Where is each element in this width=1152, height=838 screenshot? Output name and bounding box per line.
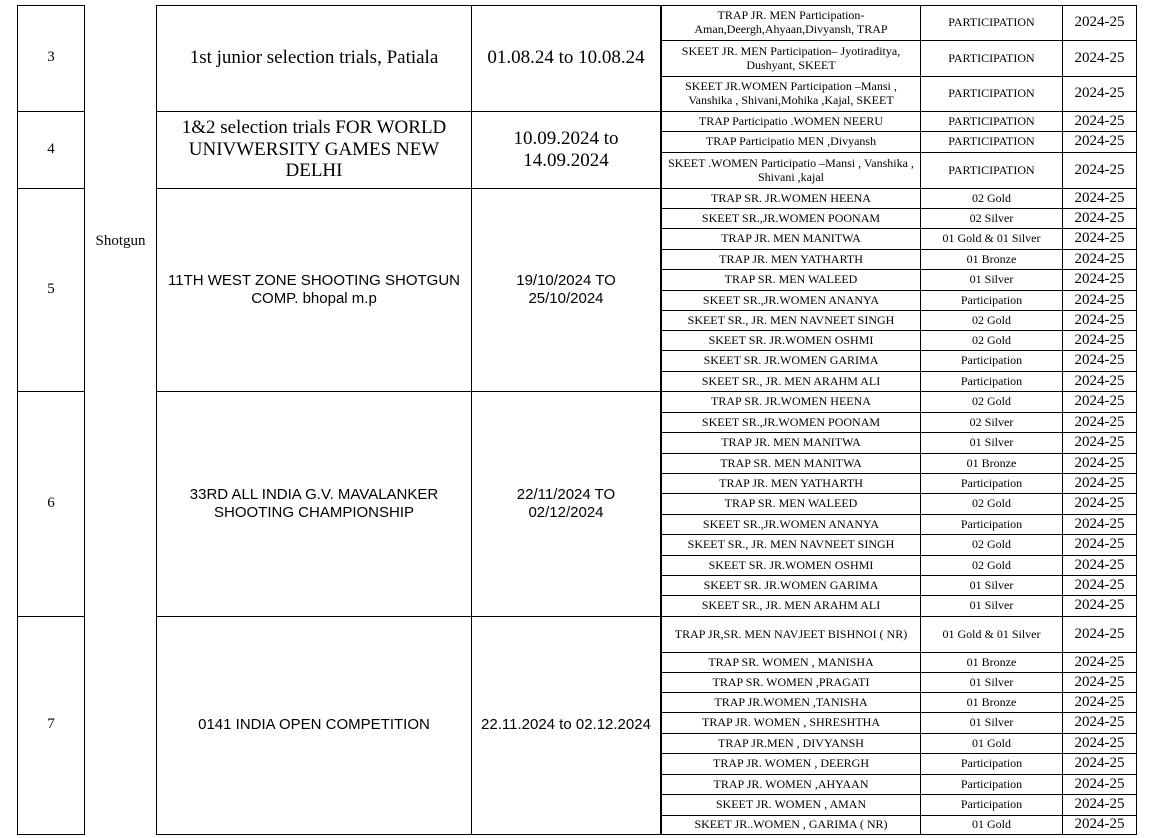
achievement-cell: 02 Silver: [969, 210, 1014, 225]
participant-cell: SKEET SR. JR.WOMEN GARIMA: [703, 353, 879, 368]
serial-number: 4: [47, 140, 55, 157]
achievement-cell: 02 Gold: [972, 496, 1011, 511]
event-dates: 19/10/2024 TO 25/10/2024: [516, 272, 616, 307]
year-cell: 2024-25: [1074, 85, 1125, 102]
year-cell: 2024-25: [1074, 14, 1125, 31]
participant-cell: SKEET SR., JR. MEN NAVNEET SINGH: [687, 537, 895, 552]
event-name: 0141 INDIA OPEN COMPETITION: [198, 716, 430, 734]
achievement-cell: Participation: [960, 516, 1023, 531]
year-cell: 2024-25: [1074, 775, 1125, 792]
year-cell: 2024-25: [1074, 816, 1125, 833]
event-name: 11TH WEST ZONE SHOOTING SHOTGUN COMP. bhopal m.p: [168, 272, 460, 307]
achievement-cell: Participation: [960, 373, 1023, 388]
achievement-cell: PARTICIPATION: [948, 134, 1035, 149]
participant-cell: SKEET SR.,JR.WOMEN POONAM: [701, 414, 881, 429]
achievement-cell: PARTICIPATION: [948, 50, 1035, 65]
year-cell: 2024-25: [1074, 311, 1125, 328]
achievement-cell: PARTICIPATION: [948, 15, 1035, 30]
event-dates: 22/11/2024 TO 02/12/2024: [516, 486, 616, 521]
year-cell: 2024-25: [1074, 495, 1125, 512]
participant-cell: SKEET SR.,JR.WOMEN ANANYA: [702, 516, 880, 531]
year-cell: 2024-25: [1074, 556, 1125, 573]
table-rule: [156, 834, 661, 835]
achievement-cell: 02 Gold: [972, 312, 1011, 327]
event-dates: 22.11.2024 to 02.12.2024: [481, 716, 651, 734]
year-cell: 2024-25: [1074, 112, 1125, 129]
participant-cell: TRAP JR. MEN YATHARTH: [719, 251, 863, 266]
year-cell: 2024-25: [1074, 434, 1125, 451]
year-cell: 2024-25: [1074, 393, 1125, 410]
achievement-cell: Participation: [960, 776, 1023, 791]
participant-cell: TRAP SR. JR.WOMEN HEENA: [711, 190, 871, 205]
participant-cell: TRAP JR. WOMEN , SHRESHTHA: [701, 715, 881, 730]
participant-cell: SKEET SR.,JR.WOMEN ANANYA: [702, 292, 880, 307]
achievement-cell: 01 Gold: [972, 817, 1011, 832]
year-cell: 2024-25: [1074, 796, 1125, 813]
achievement-cell: Participation: [960, 292, 1023, 307]
year-cell: 2024-25: [1074, 413, 1125, 430]
participant-cell: TRAP JR. MEN Participation- Aman,Deergh,Ahyaan,Divyansh, TRAP: [694, 8, 888, 36]
achievement-cell: 01 Bronze: [966, 694, 1017, 709]
achievement-cell: Participation: [960, 756, 1023, 771]
participant-cell: TRAP JR. WOMEN ,AHYAAN: [713, 776, 869, 791]
year-cell: 2024-25: [1074, 576, 1125, 593]
achievement-cell: 01 Silver: [969, 272, 1014, 287]
discipline-cell: Shotgun: [95, 233, 146, 249]
achievement-cell: 01 Gold & 01 Silver: [942, 626, 1041, 641]
achievement-cell: 01 Silver: [969, 577, 1014, 592]
year-cell: 2024-25: [1074, 474, 1125, 491]
year-cell: 2024-25: [1074, 693, 1125, 710]
participant-cell: SKEET JR. WOMEN , AMAN: [715, 797, 867, 812]
achievement-cell: 01 Gold: [972, 735, 1011, 750]
serial-number: 7: [47, 716, 55, 733]
participant-cell: SKEET JR. MEN Participation– Jyotiraditya, Dushyant, SKEET: [681, 43, 901, 72]
table-rule: [661, 834, 1137, 835]
serial-number: 6: [47, 494, 55, 511]
year-cell: 2024-25: [1074, 230, 1125, 247]
achievement-cell: Participation: [960, 797, 1023, 812]
participant-cell: TRAP Participatio .WOMEN NEERU: [698, 113, 884, 128]
participant-cell: TRAP SR. MEN WALEED: [724, 272, 858, 287]
year-cell: 2024-25: [1074, 734, 1125, 751]
participant-cell: SKEET SR. JR.WOMEN GARIMA: [703, 577, 879, 592]
year-cell: 2024-25: [1074, 597, 1125, 614]
participant-cell: SKEET SR., JR. MEN ARAHM ALI: [701, 373, 881, 388]
participant-cell: TRAP JR. MEN YATHARTH: [719, 475, 863, 490]
year-cell: 2024-25: [1074, 372, 1125, 389]
event-dates: 10.09.2024 to 14.09.2024: [513, 127, 619, 171]
achievement-cell: 02 Silver: [969, 414, 1014, 429]
year-cell: 2024-25: [1074, 189, 1125, 206]
year-cell: 2024-25: [1074, 625, 1125, 642]
achievement-cell: PARTICIPATION: [948, 86, 1035, 101]
year-cell: 2024-25: [1074, 352, 1125, 369]
achievement-cell: 01 Bronze: [966, 251, 1017, 266]
achievement-cell: 01 Silver: [969, 598, 1014, 613]
participant-cell: TRAP SR. MEN MANITWA: [720, 455, 862, 470]
achievement-cell: 02 Gold: [972, 332, 1011, 347]
event-name: 33RD ALL INDIA G.V. MAVALANKER SHOOTING CHAMPIONSHIP: [189, 486, 439, 521]
year-cell: 2024-25: [1074, 454, 1125, 471]
year-cell: 2024-25: [1074, 714, 1125, 731]
achievement-cell: 02 Gold: [972, 557, 1011, 572]
achievement-cell: 01 Silver: [969, 715, 1014, 730]
participant-cell: TRAP Participatio MEN ,Divyansh: [705, 134, 877, 149]
serial-number: 3: [47, 49, 55, 66]
achievement-cell: PARTICIPATION: [948, 113, 1035, 128]
year-cell: 2024-25: [1074, 271, 1125, 288]
achievement-cell: 01 Gold & 01 Silver: [942, 231, 1041, 246]
participant-cell: SKEET JR.WOMEN Participation –Mansi , Vanshika , Shivani,Mohika ,Kajal, SKEET: [685, 79, 897, 107]
participant-cell: TRAP SR. JR.WOMEN HEENA: [711, 394, 871, 409]
participant-cell: TRAP JR. MEN MANITWA: [721, 231, 861, 246]
year-cell: 2024-25: [1074, 331, 1125, 348]
table-rule: [17, 834, 85, 835]
year-cell: 2024-25: [1074, 536, 1125, 553]
year-cell: 2024-25: [1074, 291, 1125, 308]
year-cell: 2024-25: [1074, 755, 1125, 772]
year-cell: 2024-25: [1074, 515, 1125, 532]
participant-cell: SKEET SR. JR.WOMEN OSHMI: [708, 332, 874, 347]
table-rule: [1136, 5, 1137, 835]
year-cell: 2024-25: [1074, 250, 1125, 267]
participant-cell: SKEET JR..WOMEN , GARIMA ( NR): [694, 817, 888, 832]
event-dates: 01.08.24 to 10.08.24: [487, 47, 645, 69]
participant-cell: SKEET .WOMEN Participatio –Mansi , Vanshika , Shivani ,kajal: [668, 155, 914, 184]
event-name: 1&2 selection trials FOR WORLD UNIVWERSITY GAMES NEW DELHI: [181, 116, 447, 182]
year-cell: 2024-25: [1074, 133, 1125, 150]
participant-cell: TRAP JR. WOMEN , DEERGH: [712, 756, 869, 771]
year-cell: 2024-25: [1074, 49, 1125, 66]
achievement-cell: 02 Gold: [972, 537, 1011, 552]
participant-cell: TRAP JR.WOMEN ,TANISHA: [714, 694, 868, 709]
participant-cell: SKEET SR. JR.WOMEN OSHMI: [708, 557, 874, 572]
achievement-cell: 01 Bronze: [966, 455, 1017, 470]
table-rule: [660, 5, 661, 835]
participant-cell: SKEET SR., JR. MEN NAVNEET SINGH: [687, 312, 895, 327]
achievement-cell: 01 Bronze: [966, 654, 1017, 669]
participant-cell: SKEET SR.,JR.WOMEN POONAM: [701, 210, 881, 225]
serial-number: 5: [47, 280, 55, 297]
participant-cell: TRAP JR. MEN MANITWA: [721, 435, 861, 450]
year-cell: 2024-25: [1074, 673, 1125, 690]
participant-cell: SKEET SR., JR. MEN ARAHM ALI: [701, 598, 881, 613]
year-cell: 2024-25: [1074, 209, 1125, 226]
year-cell: 2024-25: [1074, 161, 1125, 178]
achievement-cell: 01 Silver: [969, 435, 1014, 450]
year-cell: 2024-25: [1074, 653, 1125, 670]
achievement-cell: Participation: [960, 353, 1023, 368]
achievement-cell: PARTICIPATION: [948, 162, 1035, 177]
participant-cell: TRAP SR. MEN WALEED: [724, 496, 858, 511]
achievement-cell: 02 Gold: [972, 190, 1011, 205]
participant-cell: TRAP JR.MEN , DIVYANSH: [718, 735, 864, 750]
participant-cell: TRAP SR. WOMEN ,PRAGATI: [712, 674, 870, 689]
achievement-cell: Participation: [960, 475, 1023, 490]
participant-cell: TRAP SR. WOMEN , MANISHA: [708, 654, 874, 669]
event-name: 1st junior selection trials, Patiala: [189, 47, 439, 69]
achievement-cell: 01 Silver: [969, 674, 1014, 689]
participant-cell: TRAP JR,SR. MEN NAVJEET BISHNOI ( NR): [674, 626, 908, 641]
achievement-cell: 02 Gold: [972, 394, 1011, 409]
